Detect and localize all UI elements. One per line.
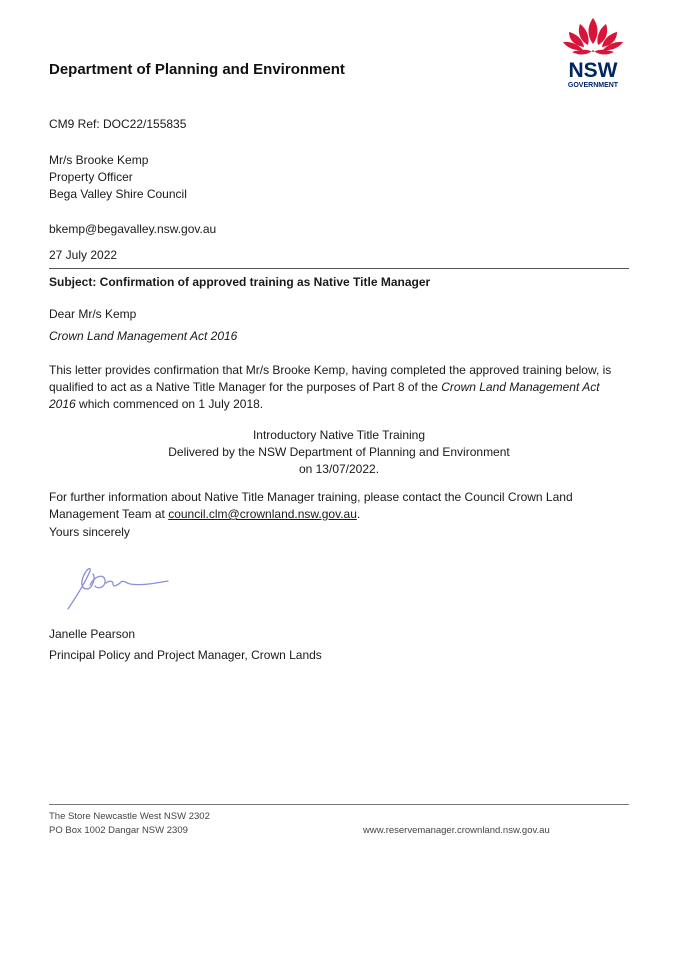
contact-email-link[interactable]: council.clm@crownland.nsw.gov.au	[168, 507, 357, 521]
subject-divider	[49, 268, 629, 269]
salutation: Dear Mr/s Kemp	[49, 307, 137, 321]
signatory-name: Janelle Pearson	[49, 627, 136, 641]
waratah-icon	[558, 14, 628, 92]
footer-address-1: The Store Newcastle West NSW 2302	[49, 811, 210, 822]
recipient-name: Mr/s Brooke Kemp	[49, 153, 149, 167]
logo-text-main: NSW	[568, 59, 618, 82]
reference-number: CM9 Ref: DOC22/155835	[49, 117, 187, 131]
training-line-1: Introductory Native Title Training	[252, 428, 426, 442]
body-p2-text: For further information about Native Title Manager training, please contact the Council Crown Land Management Team at	[49, 490, 573, 521]
training-line-2: Delivered by the NSW Department of Planning and Environment	[168, 445, 510, 459]
body-paragraph-1	[49, 362, 629, 413]
body-p1-act-italic: Crown Land Management Act 2016	[49, 380, 600, 411]
recipient-title: Property Officer	[49, 170, 133, 184]
body-p1-text-end: which commenced on 1 July 2018.	[75, 397, 264, 411]
footer-address-2: PO Box 1002 Dangar NSW 2309	[49, 825, 188, 836]
training-line-3: on 13/07/2022.	[298, 462, 380, 476]
body-p1-text: This letter provides confirmation that Mr/s Brooke Kemp, having completed the approved training below, is qualified to act as a Native Title Manager for the purposes of Part 8 of the	[49, 363, 612, 394]
footer-website: www.reservemanager.crownland.nsw.gov.au	[363, 825, 550, 836]
body-paragraph-2	[49, 489, 629, 523]
logo-text-sub: GOVERNMENT	[567, 82, 619, 89]
footer-divider	[49, 804, 629, 805]
body-p2-text-end: .	[356, 507, 361, 521]
handwritten-signature	[60, 563, 180, 615]
letter-date: 27 July 2022	[49, 248, 118, 262]
recipient-email: bkemp@begavalley.nsw.gov.au	[49, 222, 217, 236]
recipient-organisation: Bega Valley Shire Council	[49, 187, 187, 201]
signatory-position: Principal Policy and Project Manager, Crown Lands	[49, 648, 322, 662]
act-heading: Crown Land Management Act 2016	[49, 329, 238, 343]
nsw-government-logo	[558, 14, 628, 92]
subject-line: Subject: Confirmation of approved training as Native Title Manager	[49, 275, 431, 289]
closing: Yours sincerely	[49, 525, 130, 539]
department-title: Department of Planning and Environment	[49, 61, 345, 78]
